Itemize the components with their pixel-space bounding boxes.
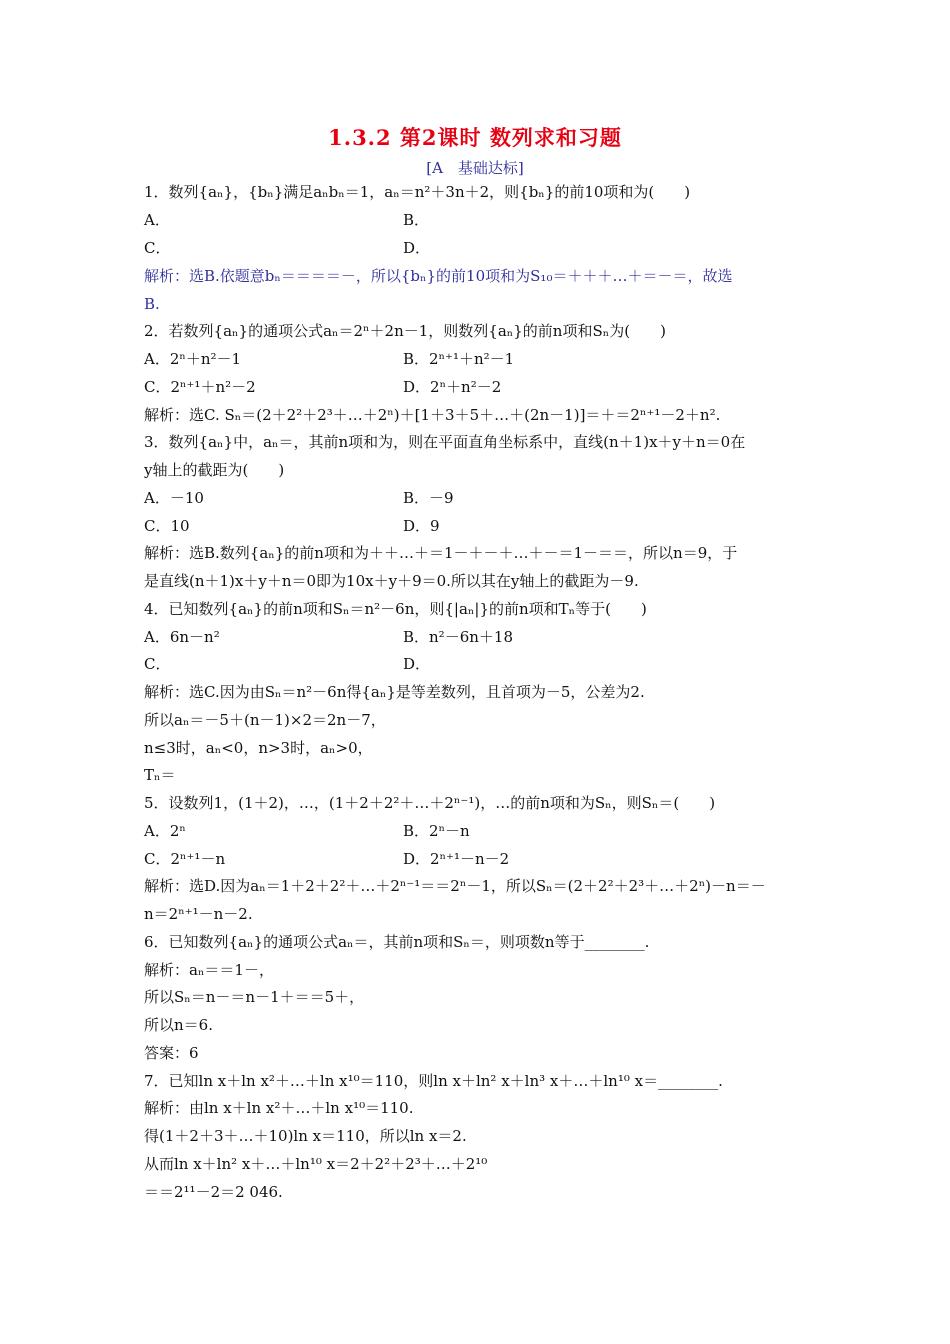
q5-option-a: A．2ⁿ: [144, 822, 186, 840]
q4-solution-line-4: Tₙ＝: [144, 766, 176, 784]
q4-option-b: B．n²－6n＋18: [403, 628, 513, 646]
q5-option-b: B．2ⁿ－n: [403, 822, 470, 840]
q4-solution-line-3: n≤3时，aₙ<0，n>3时，aₙ>0，: [144, 739, 373, 757]
q3-option-b: B．－9: [403, 489, 454, 507]
q2-solution: 解析：选C. Sₙ＝(2＋2²＋2³＋…＋2ⁿ)＋[1＋3＋5＋…＋(2n－1)]＝＋＝2ⁿ⁺¹－2＋n².: [144, 406, 721, 424]
q6-solution-line-3: 所以n＝6.: [144, 1016, 213, 1034]
q2-stem: 2．若数列{aₙ}的通项公式aₙ＝2ⁿ＋2n－1，则数列{aₙ}的前n项和Sₙ为( ): [144, 322, 666, 340]
q3-stem-line-2: y轴上的截距为( ): [144, 461, 285, 479]
q5-option-d: D．2ⁿ⁺¹－n－2: [403, 850, 510, 868]
q1-option-b: B．: [403, 211, 430, 229]
q4-option-a: A．6n－n²: [144, 628, 220, 646]
q7-solution-line-4: ＝＝2¹¹－2＝2 046.: [144, 1183, 283, 1201]
q7-solution-line-1: 解析：由ln x＋ln x²＋…＋ln x¹⁰＝110.: [144, 1099, 414, 1117]
q6-answer: 答案：6: [144, 1044, 199, 1062]
q1-option-a: A．: [144, 211, 170, 229]
q1-option-c: C．: [144, 239, 171, 257]
q5-solution-line-1: 解析：选D.因为aₙ＝1＋2＋2²＋…＋2ⁿ⁻¹＝＝2ⁿ－1，所以Sₙ＝(2＋2²＋2³＋…＋2ⁿ)－n＝－: [144, 877, 766, 895]
q3-option-d: D．9: [403, 517, 440, 535]
q6-stem: 6．已知数列{aₙ}的通项公式aₙ＝，其前n项和Sₙ＝，则项数n等于________.: [144, 933, 650, 951]
q2-option-b: B．2ⁿ⁺¹＋n²－1: [403, 350, 515, 368]
q1-stem: 1．数列{aₙ}，{bₙ}满足aₙbₙ＝1，aₙ＝n²＋3n＋2，则{bₙ}的前10项和为( ): [144, 183, 691, 201]
q3-solution-line-1: 解析：选B.数列{aₙ}的前n项和为＋＋…＋＝1－＋－＋…＋－＝1－＝＝，所以n＝9，于: [144, 544, 738, 562]
q2-option-c: C．2ⁿ⁺¹＋n²－2: [144, 378, 256, 396]
q5-solution-line-2: n＝2ⁿ⁺¹－n－2.: [144, 905, 253, 923]
q4-option-c: C．: [144, 655, 171, 673]
q2-option-d: D．2ⁿ＋n²－2: [403, 378, 502, 396]
q7-solution-line-2: 得(1＋2＋3＋…＋10)ln x＝110，所以ln x＝2.: [144, 1127, 467, 1145]
q6-solution-line-2: 所以Sₙ＝n－＝n－1＋＝＝5＋，: [144, 988, 365, 1006]
q2-option-a: A．2ⁿ＋n²－1: [144, 350, 242, 368]
q1-solution-line-2: B.: [144, 295, 160, 313]
section-label: [A 基础达标]: [426, 159, 524, 177]
q5-stem: 5．设数列1，(1＋2)，…，(1＋2＋2²＋…＋2ⁿ⁻¹)，…的前n项和为Sₙ，则Sₙ＝( ): [144, 794, 716, 812]
q3-stem-line-1: 3．数列{aₙ}中，aₙ＝，其前n项和为，则在平面直角坐标系中，直线(n＋1)x＋y＋n＝0在: [144, 433, 746, 451]
q7-stem: 7．已知ln x＋ln x²＋…＋ln x¹⁰＝110，则ln x＋ln² x＋ln³ x＋…＋ln¹⁰ x＝________.: [144, 1072, 723, 1090]
q4-stem: 4．已知数列{aₙ}的前n项和Sₙ＝n²－6n，则{|aₙ|}的前n项和Tₙ等于( ): [144, 600, 647, 618]
page-title: 1.3.2 第2课时 数列求和习题: [328, 125, 622, 150]
q4-solution-line-1: 解析：选C.因为由Sₙ＝n²－6n得{aₙ}是等差数列，且首项为－5，公差为2.: [144, 683, 645, 701]
q6-solution-line-1: 解析：aₙ＝＝1－，: [144, 961, 274, 979]
q5-option-c: C．2ⁿ⁺¹－n: [144, 850, 226, 868]
q3-solution-line-2: 是直线(n＋1)x＋y＋n＝0即为10x＋y＋9＝0.所以其在y轴上的截距为－9.: [144, 572, 639, 590]
q4-option-d: D．: [403, 655, 431, 673]
q3-option-c: C．10: [144, 517, 190, 535]
q1-option-d: D．: [403, 239, 431, 257]
q7-solution-line-3: 从而ln x＋ln² x＋…＋ln¹⁰ x＝2＋2²＋2³＋…＋2¹⁰: [144, 1155, 488, 1173]
q1-solution-line-1: 解析：选B.依题意bₙ＝＝＝＝－，所以{bₙ}的前10项和为S₁₀＝＋＋＋…＋＝－＝，故选: [144, 267, 733, 285]
q4-solution-line-2: 所以aₙ＝－5＋(n－1)×2＝2n－7，: [144, 711, 386, 729]
q3-option-a: A．－10: [144, 489, 204, 507]
